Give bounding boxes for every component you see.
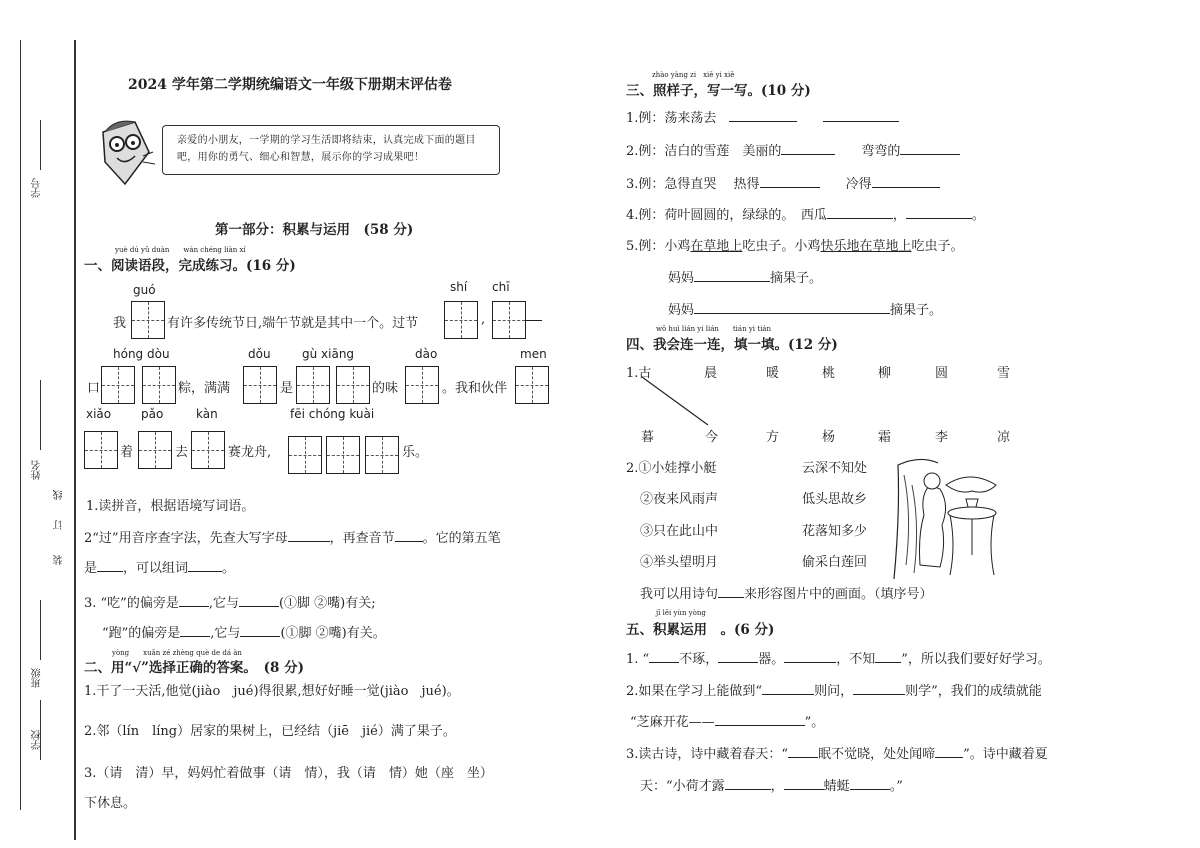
writing-box[interactable] <box>191 431 225 469</box>
s5-l2 <box>626 680 1042 699</box>
poem-left-3: ④举头望明月 <box>640 555 719 570</box>
writing-box[interactable] <box>326 436 360 474</box>
s5-l1e: ”，所以我们要好好学习。 <box>901 652 1051 667</box>
answer-blank[interactable] <box>784 650 836 663</box>
s1-title: 一、阅读语段，完成练习。(16 分) <box>84 258 296 274</box>
writing-box[interactable] <box>243 366 277 404</box>
s3-ruby: zhào yàng zi xiě yi xiě <box>652 71 735 79</box>
s4-fill-b: 来形容图片中的画面。（填序号） <box>744 587 933 602</box>
s5-l3 <box>630 711 824 730</box>
writing-box[interactable] <box>336 366 370 404</box>
writing-box[interactable] <box>131 301 165 339</box>
py-pao: pǎo <box>141 407 164 421</box>
s3-l6b: 摘果子。 <box>770 271 823 286</box>
answer-blank[interactable] <box>935 745 963 758</box>
name-blank <box>40 380 41 450</box>
py-hongdou: hóng dòu <box>113 347 170 361</box>
answer-blank[interactable] <box>715 713 805 726</box>
answer-blank[interactable] <box>827 206 893 219</box>
answer-blank[interactable] <box>850 777 890 790</box>
s1-q2-line1 <box>84 527 501 546</box>
answer-blank[interactable] <box>288 529 330 542</box>
s1-q3-line2 <box>102 622 386 641</box>
r1-dash <box>526 320 542 321</box>
s3-l1 <box>626 107 899 126</box>
writing-box[interactable] <box>515 366 549 404</box>
pencil-mascot-icon <box>95 112 157 188</box>
s3-l2b: 弯弯的 <box>861 144 901 159</box>
s1-q1: 1.读拼音，根据语境写词语。 <box>86 499 255 514</box>
answer-blank[interactable] <box>906 206 972 219</box>
s4-top-0: 1.古 <box>626 366 652 381</box>
s5-l5c: 蜻蜓 <box>823 779 850 794</box>
class-blank <box>40 600 41 660</box>
r3-t1: 着 <box>120 445 134 460</box>
s4-bottom-0: 暮 <box>641 430 655 445</box>
answer-blank[interactable] <box>694 269 770 282</box>
writing-box[interactable] <box>142 366 176 404</box>
binding-zhuang-char: 装 <box>54 555 65 565</box>
s1-q2-line2 <box>84 557 235 576</box>
s5-l1 <box>626 648 1051 667</box>
student-id-blank <box>40 120 41 170</box>
q3c: (①脚 ②嘴)有关; <box>278 596 376 611</box>
q2f: 。 <box>222 561 236 576</box>
r1-t3: , <box>481 312 486 327</box>
s4-title: 四、我会连一连，填一填。(12 分) <box>626 337 838 353</box>
s4-top-4: 柳 <box>878 366 892 381</box>
s3-l5 <box>626 235 963 254</box>
py-men: men <box>520 347 547 361</box>
s4-top-6: 雪 <box>997 366 1011 381</box>
answer-blank[interactable] <box>729 109 797 122</box>
writing-box[interactable] <box>405 366 439 404</box>
s3-l3b: 冷得 <box>845 177 872 192</box>
answer-blank[interactable] <box>762 682 814 695</box>
s5-l4 <box>626 743 1048 762</box>
s1-q3-line1 <box>84 592 376 611</box>
s5-l2b: 则问， <box>814 684 854 699</box>
s2-ruby: yòng xuǎn zé zhèng què de dá àn <box>112 649 242 657</box>
answer-blank[interactable] <box>395 529 423 542</box>
answer-blank[interactable] <box>823 109 899 122</box>
answer-blank[interactable] <box>788 745 818 758</box>
s3-l5c: 吃虫子。小鸡 <box>742 239 821 254</box>
s3-l5b: 在草地上 <box>690 239 743 254</box>
q3a: 3. “吃”的偏旁是 <box>84 596 179 611</box>
s3-l3a: 3.例：急得直哭 热得 <box>626 177 760 192</box>
s5-l1d: ，不知 <box>836 652 876 667</box>
s5-l4c: ”。诗中藏着夏 <box>963 747 1048 762</box>
s4-bottom-5: 李 <box>935 430 949 445</box>
s5-l2a: 2.如果在学习上能做到“ <box>626 684 763 699</box>
answer-blank[interactable] <box>725 777 771 790</box>
s3-l4c: 。 <box>971 208 985 223</box>
answer-blank[interactable] <box>240 624 280 637</box>
margin-line-outer <box>20 40 21 810</box>
s2-title: 二、用“√”选择正确的答案。 (8 分) <box>84 660 305 676</box>
s4-top-5: 圆 <box>935 366 949 381</box>
writing-box[interactable] <box>492 301 526 339</box>
poem-left-1: ②夜来风雨声 <box>640 492 719 507</box>
r1-t2: 有许多传统节日,端午节就是其中一个。过节 <box>167 316 419 331</box>
s3-l7b: 摘果子。 <box>890 303 943 318</box>
writing-box[interactable] <box>296 366 330 404</box>
q2a: 2“过”用音序查字法，先查大写字母 <box>84 531 288 546</box>
s3-l2 <box>626 140 960 159</box>
r2-t1: 口 <box>87 381 101 396</box>
s5-title: 五、积累运用 。(6 分) <box>626 622 775 638</box>
poem-left-0: 2.①小娃撑小艇 <box>626 461 717 476</box>
py-dao: dào <box>415 347 438 361</box>
intro-scroll <box>162 125 500 175</box>
s4-top-1: 晨 <box>704 366 718 381</box>
answer-blank[interactable] <box>784 777 824 790</box>
s5-l5d: 。” <box>889 779 903 794</box>
answer-blank[interactable] <box>900 142 960 155</box>
py-kan: kàn <box>196 407 218 421</box>
intro-text: 亲爱的小朋友，一学期的学习生活即将结束，认真完成下面的题目吧，用你的勇气、细心和智慧，展示你的学习成果吧！ <box>177 135 476 163</box>
s4-bottom-4: 霜 <box>878 430 892 445</box>
s3-l5a: 5.例：小鸡 <box>626 239 691 254</box>
exam-title: 2024 学年第二学期统编语文一年级下册期末评估卷 <box>128 77 452 93</box>
poem-right-3: 偷采白莲回 <box>802 555 868 570</box>
r3-t3: 赛龙舟, <box>228 445 272 460</box>
s1-ruby: yuè dú yǔ duàn wán chéng liàn xí <box>115 246 246 254</box>
answer-blank[interactable] <box>694 301 890 314</box>
py-chi: chī <box>492 280 510 294</box>
s3-l6a: 妈妈 <box>668 271 695 286</box>
answer-blank[interactable] <box>760 175 820 188</box>
answer-blank[interactable] <box>853 682 905 695</box>
s4-bottom-3: 杨 <box>822 430 836 445</box>
py-guo: guó <box>133 283 156 297</box>
margin-line-inner <box>74 40 76 840</box>
poet-window-illustration-icon <box>890 455 1002 583</box>
s4-bottom-2: 方 <box>766 430 780 445</box>
s3-l3 <box>626 173 940 192</box>
part1-heading: 第一部分：积累与运用 (58 分) <box>215 222 414 238</box>
writing-box[interactable] <box>365 436 399 474</box>
name-label: 姓名 <box>32 460 43 480</box>
writing-box[interactable] <box>138 431 172 469</box>
s5-l5a: 天：“小荷才露 <box>640 779 725 794</box>
answer-blank[interactable] <box>239 594 279 607</box>
poem-right-0: 云深不知处 <box>802 461 868 476</box>
s2-l3: 3.（请 清）早，妈妈忙着做事（请 情），我（请 情）她（座 坐） <box>84 766 493 781</box>
s3-l4a: 4.例：荷叶圆圆的，绿绿的。 西瓜 <box>626 208 827 223</box>
s5-l2c: 则学”，我们的成绩就能 <box>905 684 1042 699</box>
s5-l4b: 眠不觉晓，处处闻啼 <box>818 747 936 762</box>
q2d: 是 <box>84 561 98 576</box>
s3-l1-text: 1.例：荡来荡去 <box>626 111 717 126</box>
school-label: 学校 <box>32 730 43 750</box>
writing-box[interactable] <box>101 366 135 404</box>
q3b: ,它与 <box>208 596 239 611</box>
s5-l5 <box>640 775 903 794</box>
s5-l4a: 3.读古诗，诗中藏着春天：“ <box>626 747 789 762</box>
s4-bottom-1: 今 <box>705 430 719 445</box>
q3e: ,它与 <box>210 626 241 641</box>
r3-t2: 去 <box>175 445 189 460</box>
s5-l3b: ”。 <box>804 715 825 730</box>
binding-line-char: 线 <box>54 490 65 500</box>
answer-blank[interactable] <box>875 650 901 663</box>
s4-ruby: wǒ huì lián yi lián tián yi tián <box>656 325 771 333</box>
s5-l1a: 1. “ <box>626 652 650 667</box>
q2e: ，可以组词 <box>123 561 189 576</box>
answer-blank[interactable] <box>179 594 209 607</box>
s4-fill <box>640 583 933 602</box>
s3-l7 <box>668 299 942 318</box>
writing-box[interactable] <box>444 301 478 339</box>
r2-t3: 是 <box>280 381 294 396</box>
s5-l1c: 器。 <box>758 652 785 667</box>
s4-top-3: 桃 <box>822 366 836 381</box>
answer-blank[interactable] <box>718 585 744 598</box>
s2-l1: 1.干了一天活,他觉(jiào jué)得很累,想好好睡一觉(jiào jué)。 <box>84 684 460 699</box>
s5-ruby: jī lěi yùn yòng <box>656 609 706 617</box>
answer-blank[interactable] <box>718 650 758 663</box>
student-id-label: 学号 <box>32 178 43 198</box>
py-shi: shí <box>450 280 468 294</box>
q2b: ，再查音节 <box>329 531 395 546</box>
s4-fill-a: 我可以用诗句 <box>640 587 719 602</box>
s2-l4: 下休息。 <box>84 796 137 811</box>
r2-t2: 粽，满满 <box>178 381 231 396</box>
s4-bottom-6: 凉 <box>997 430 1011 445</box>
s3-title: 三、照样子，写一写。(10 分) <box>626 83 811 99</box>
answer-blank[interactable] <box>781 142 835 155</box>
s3-l4b: ， <box>892 208 906 223</box>
q3d: “跑”的偏旁是 <box>102 626 181 641</box>
answer-blank[interactable] <box>97 559 123 572</box>
py-dou: dǒu <box>248 347 271 361</box>
q3f: (①脚 ②嘴)有关。 <box>280 626 386 641</box>
s2-l2: 2.邻（lín líng）居家的果树上，已经结（jiē jié）满了果子。 <box>84 724 456 739</box>
poem-left-2: ③只在此山中 <box>640 524 719 539</box>
binding-ding-char: 订 <box>54 520 65 530</box>
s5-l1b: 不琢， <box>679 652 719 667</box>
answer-blank[interactable] <box>188 559 222 572</box>
r3-t4: 乐。 <box>402 445 429 460</box>
r2-t4: 的味 <box>372 381 399 396</box>
py-xiao: xiǎo <box>86 407 112 421</box>
s5-l3a: “芝麻开花—— <box>630 715 715 730</box>
poem-right-1: 低头思故乡 <box>802 492 868 507</box>
s3-l5d: 快乐地在草地上 <box>820 239 912 254</box>
s3-l4 <box>626 204 985 223</box>
py-feichongkuai: fēi chóng kuài <box>290 407 375 421</box>
q2c: 。它的第五笔 <box>422 531 501 546</box>
answer-blank[interactable] <box>180 624 210 637</box>
s3-l7a: 妈妈 <box>668 303 695 318</box>
r2-t5: 。我和伙伴 <box>442 381 508 396</box>
class-label: 班级 <box>32 668 43 688</box>
r1-t1: 我 <box>113 316 127 331</box>
poem-right-2: 花落知多少 <box>802 524 868 539</box>
writing-box[interactable] <box>288 436 322 474</box>
s3-l6 <box>668 267 822 286</box>
answer-blank[interactable] <box>649 650 679 663</box>
answer-blank[interactable] <box>872 175 940 188</box>
s3-l2a: 2.例：洁白的雪莲 美丽的 <box>626 144 782 159</box>
s3-l5e: 吃虫子。 <box>911 239 964 254</box>
py-guxiang: gù xiāng <box>302 347 355 361</box>
writing-box[interactable] <box>84 431 118 469</box>
s4-top-2: 暖 <box>766 366 780 381</box>
s5-l5b: ， <box>770 779 784 794</box>
